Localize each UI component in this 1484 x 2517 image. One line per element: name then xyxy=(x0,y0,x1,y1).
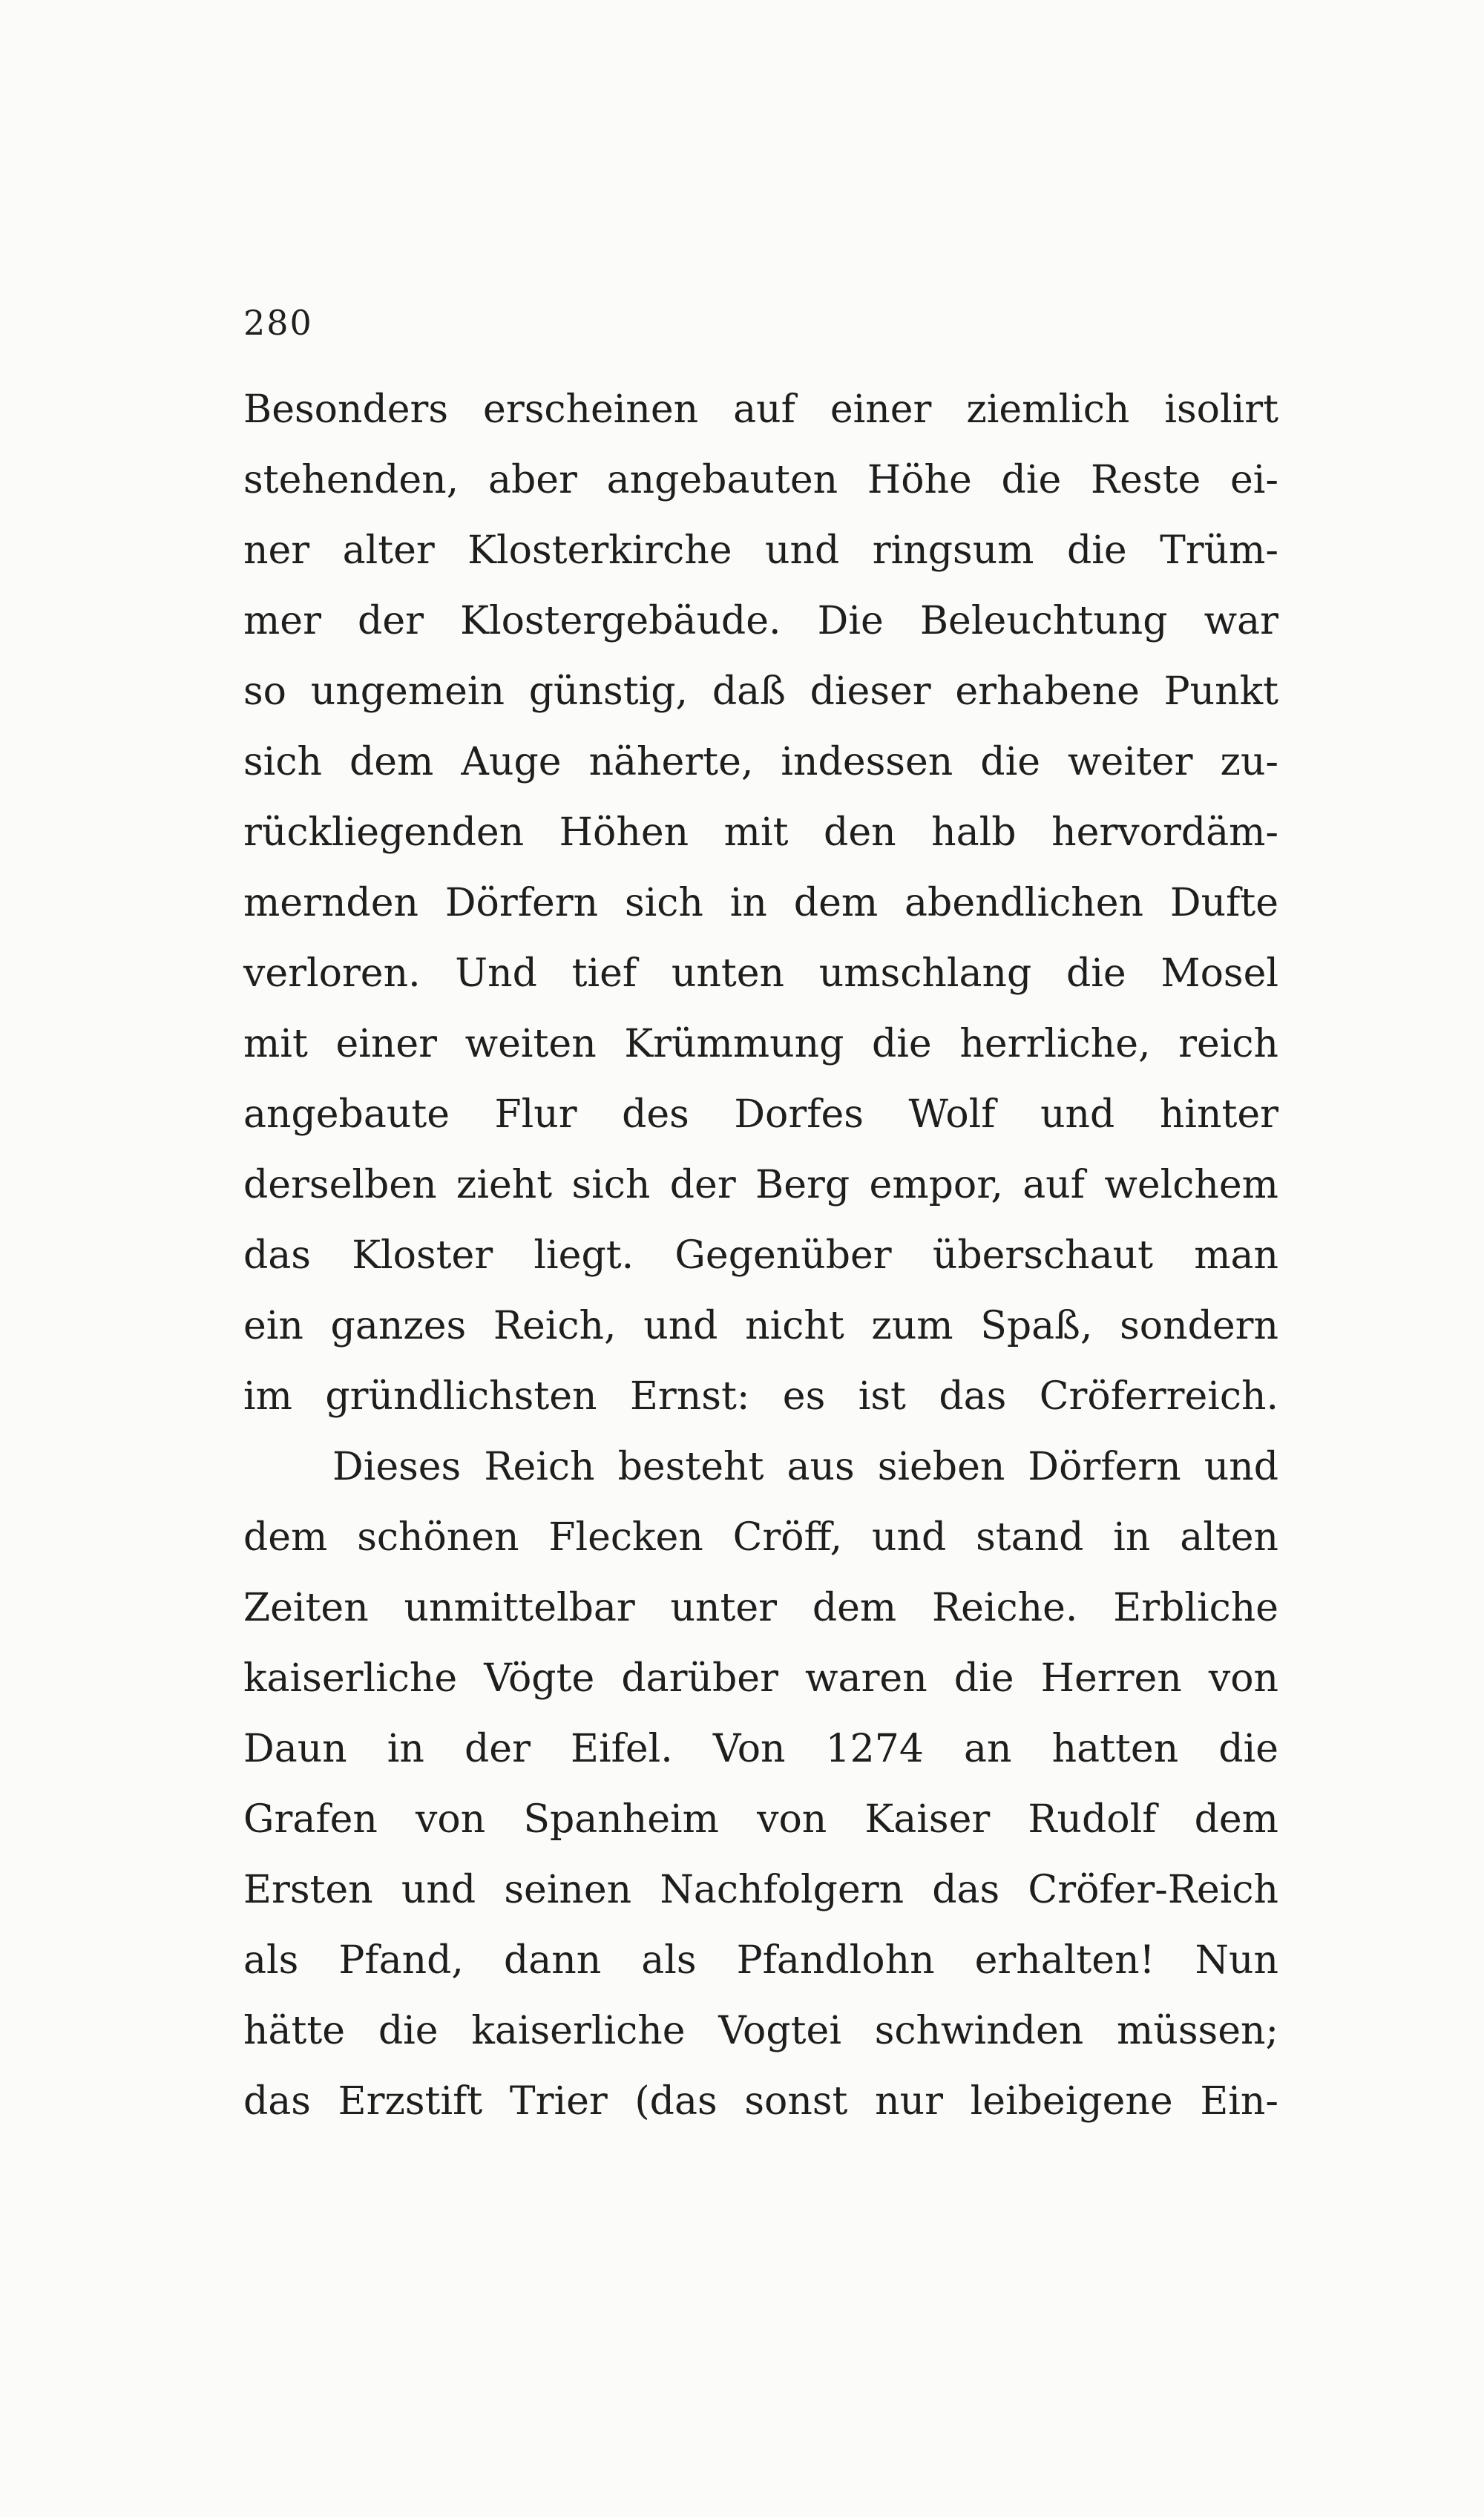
text-line: Zeiten unmittelbar unter dem Reiche. Erbliche xyxy=(243,1586,1278,1630)
text-line: dem schönen Flecken Cröff, und stand in alten xyxy=(243,1515,1278,1560)
text-line: derselben zieht sich der Berg empor, auf welchem xyxy=(243,1163,1278,1207)
paragraph-end-line: im gründlichsten Ernst: es ist das Cröferreich. xyxy=(243,1374,1278,1419)
text-line: Ersten und seinen Nachfolgern das Cröfer-Reich xyxy=(243,1868,1278,1912)
text-line: Grafen von Spanheim von Kaiser Rudolf dem xyxy=(243,1797,1278,1842)
text-line: mit einer weiten Krümmung die herrliche, reich xyxy=(243,1022,1278,1066)
text-line: verloren. Und tief unten umschlang die Mosel xyxy=(243,951,1278,996)
text-line: mer der Klostergebäude. Die Beleuchtung war xyxy=(243,599,1278,643)
text-line: rückliegenden Höhen mit den halb hervordäm- xyxy=(243,810,1278,855)
body-text xyxy=(243,375,1278,2137)
text-line: das Kloster liegt. Gegenüber überschaut man xyxy=(243,1233,1278,1278)
paragraph-start-line: Dieses Reich besteht aus sieben Dörfern und xyxy=(332,1445,1278,1489)
page-number: 280 xyxy=(243,303,313,343)
text-line: Daun in der Eifel. Von 1274 an hatten die xyxy=(243,1727,1278,1771)
text-line: kaiserliche Vögte darüber waren die Herren von xyxy=(243,1656,1278,1701)
text-line: als Pfand, dann als Pfandlohn erhalten! Nun xyxy=(243,1938,1278,1983)
text-line: das Erzstift Trier (das sonst nur leibeigene Ein- xyxy=(243,2079,1278,2124)
text-line: ein ganzes Reich, und nicht zum Spaß, sondern xyxy=(243,1304,1278,1348)
text-line: sich dem Auge näherte, indessen die weiter zu- xyxy=(243,740,1278,784)
text-line: stehenden, aber angebauten Höhe die Reste ei- xyxy=(243,458,1278,502)
text-line: mernden Dörfern sich in dem abendlichen Dufte xyxy=(243,881,1278,925)
text-line: so ungemein günstig, daß dieser erhabene Punkt xyxy=(243,669,1278,714)
text-line: Besonders erscheinen auf einer ziemlich isolirt xyxy=(243,387,1278,432)
text-line: hätte die kaiserliche Vogtei schwinden müssen; xyxy=(243,2009,1278,2053)
text-line: ner alter Klosterkirche und ringsum die Trüm- xyxy=(243,528,1278,573)
text-line: angebaute Flur des Dorfes Wolf und hinter xyxy=(243,1092,1278,1137)
